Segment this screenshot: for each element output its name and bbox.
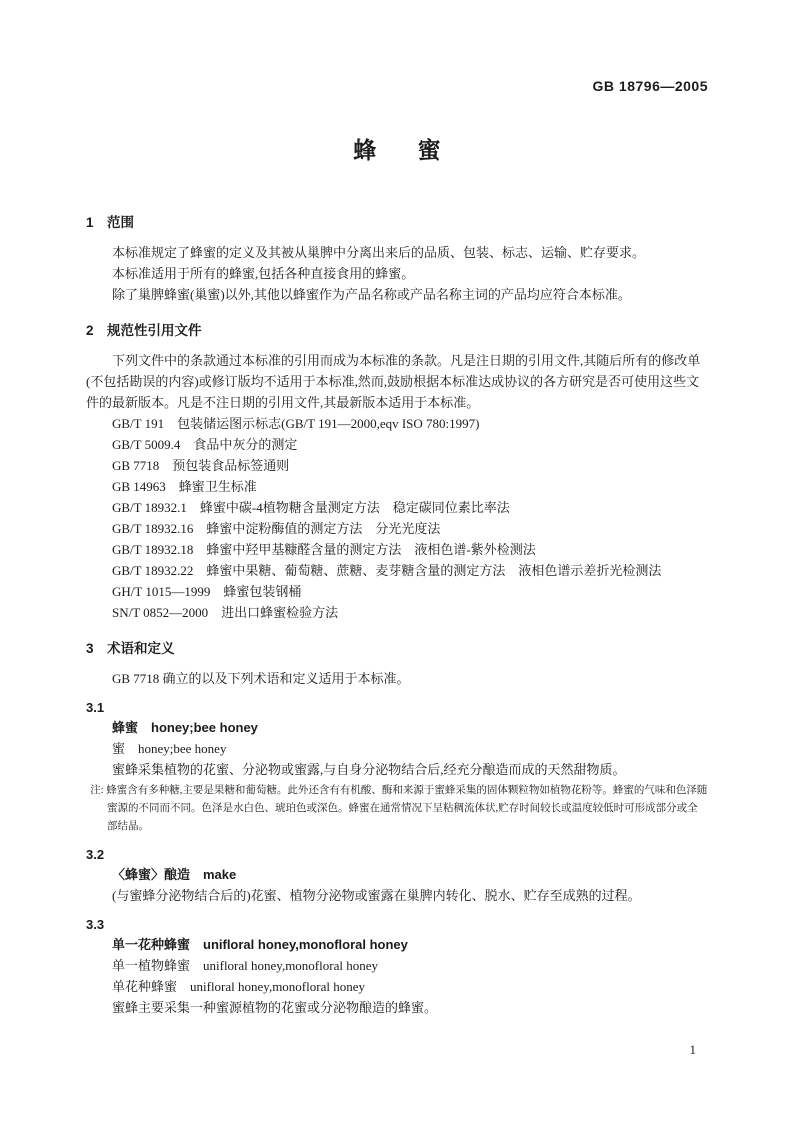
term-title: 单一花种蜂蜜 unifloral honey,monofloral honey: [112, 937, 408, 952]
term-definition: 蜜蜂主要采集一种蜜源植物的花蜜或分泌物酿造的蜂蜜。: [112, 1000, 438, 1015]
term-number: 3.2: [86, 847, 105, 862]
reference-item: GB/T 18932.1 蜂蜜中碳-4植物糖含量测定方法 稳定碳同位素比率法: [112, 500, 510, 515]
term-synonym: 蜜 honey;bee honey: [112, 741, 227, 756]
reference-item: GB/T 191 包装储运图示标志(GB/T 191—2000,eqv ISO 780:1997): [112, 416, 480, 431]
term-synonym: 单一植物蜂蜜 unifloral honey,monofloral honey: [112, 958, 378, 973]
term-definition: 蜜蜂采集植物的花蜜、分泌物或蜜露,与自身分泌物结合后,经充分酿造而成的天然甜物质。: [112, 762, 626, 777]
reference-item: SN/T 0852—2000 进出口蜂蜜检验方法: [112, 605, 339, 620]
reference-item: GB/T 5009.4 食品中灰分的测定: [112, 437, 298, 452]
term-number: 3.1: [86, 700, 105, 715]
section-2-intro: 下列文件中的条款通过本标准的引用而成为本标准的条款。凡是注日期的引用文件,其随后所有的修改单(不包括勘误的内容)或修订版均不适用于本标准,然而,鼓励根据本标准达成协议的各方研究是否可使用这些文件的最新版本。凡是不注日期的引用文件,其最新版本适用于本标准。: [86, 353, 701, 410]
term-definition: (与蜜蜂分泌物结合后的)花蜜、植物分泌物或蜜露在巢脾内转化、脱水、贮存至成熟的过程。: [112, 888, 641, 903]
term-3-2: [86, 846, 708, 906]
section-1: [86, 214, 708, 305]
reference-item: GB/T 18932.16 蜂蜜中淀粉酶值的测定方法 分光光度法: [112, 521, 441, 536]
term-title: 蜂蜜 honey;bee honey: [112, 720, 258, 735]
section-3-heading: 3 术语和定义: [86, 641, 175, 656]
section-3: [86, 640, 708, 1018]
term-note: 注: 蜂蜜含有多种糖,主要是果糖和葡萄糖。此外还含有有机酸、酶和来源于蜜蜂采集的固体颗粒物如植物花粉等。蜂蜜的气味和色泽随蜜源的不同而不同。色泽是水白色、琥珀色或深色。蜂蜜在通常情况下呈粘稠流体状,贮存时间较长或温度较低时可形成部分或全部结晶。: [90, 785, 708, 832]
section-2-heading: 2 规范性引用文件: [86, 323, 202, 338]
page-number: 1: [689, 1042, 696, 1057]
section-1-paragraph: 本标准适用于所有的蜂蜜,包括各种直接食用的蜂蜜。: [112, 266, 415, 281]
section-1-paragraph: 本标准规定了蜂蜜的定义及其被从巢脾中分离出来后的品质、包装、标志、运输、贮存要求。: [112, 245, 646, 260]
term-3-3: [86, 916, 708, 1018]
reference-item: GB/T 18932.22 蜂蜜中果糖、葡萄糖、蔗糖、麦芽糖含量的测定方法 液相色谱示差折光检测法: [112, 563, 662, 578]
section-3-intro: GB 7718 确立的以及下列术语和定义适用于本标准。: [112, 671, 410, 686]
reference-list: [86, 413, 708, 623]
reference-item: GB 7718 预包装食品标签通则: [112, 458, 290, 473]
term-3-1: [86, 699, 708, 836]
reference-item: GB 14963 蜂蜜卫生标准: [112, 479, 257, 494]
term-title: 〈蜂蜜〉酿造 make: [112, 867, 237, 882]
section-1-paragraph: 除了巢脾蜂蜜(巢蜜)以外,其他以蜂蜜作为产品名称或产品名称主词的产品均应符合本标准。: [112, 287, 631, 302]
term-synonym: 单花种蜂蜜 unifloral honey,monofloral honey: [112, 979, 365, 994]
standard-number: GB 18796—2005: [592, 78, 708, 94]
reference-item: GH/T 1015—1999 蜂蜜包装钢桶: [112, 584, 302, 599]
reference-item: GB/T 18932.18 蜂蜜中羟甲基糠醛含量的测定方法 液相色谱-紫外检测法: [112, 542, 536, 557]
section-1-heading: 1 范围: [86, 215, 135, 230]
section-2: [86, 322, 708, 623]
document-title: 蜂蜜: [353, 138, 483, 163]
term-number: 3.3: [86, 917, 105, 932]
